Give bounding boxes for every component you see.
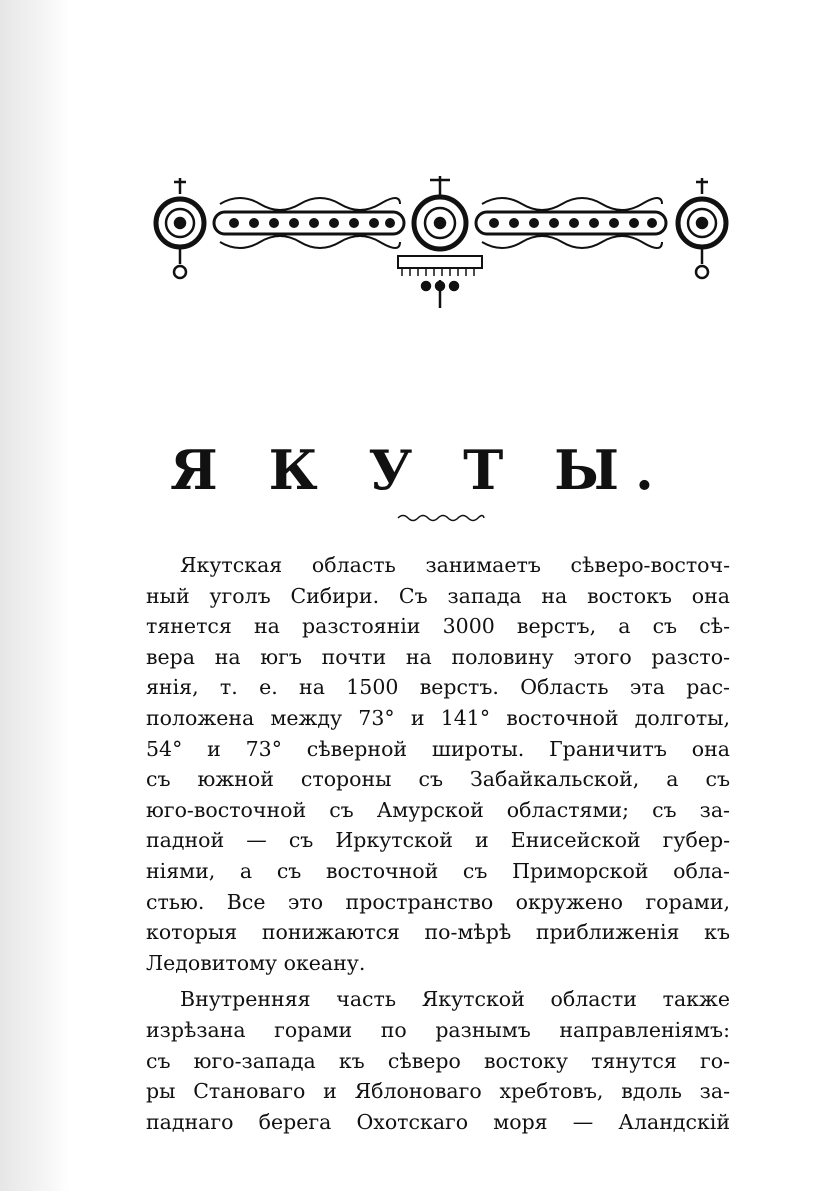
text-line: положена между 73° и 141° восточной долготы,	[146, 705, 730, 730]
ornamental-headpiece	[150, 168, 732, 316]
text-line: 54° и 73° сѣверной широты. Граничитъ она	[146, 736, 730, 761]
paragraph-1	[146, 550, 730, 978]
text-line: паднаго берега Охотскаго моря — Аландскій	[146, 1109, 730, 1134]
text-line: съ южной стороны съ Забайкальской, а съ	[146, 767, 730, 792]
text-line: Внутренняя часть Якутской области также	[180, 987, 730, 1012]
paragraph-2	[146, 984, 730, 1137]
text-line: Ледовитому океану.	[146, 950, 366, 975]
chapter-title: Я К У Т Ы.	[170, 438, 670, 502]
text-line: изрѣзана горами по разнымъ направленіямъ:	[146, 1017, 730, 1042]
text-line: которыя понижаются по-мѣрѣ приближенія къ	[146, 920, 730, 945]
text-line: ры Становаго и Яблоноваго хребтовъ, вдоль за-	[146, 1079, 730, 1104]
text-line: янія, т. е. на 1500 верстъ. Область эта рас-	[146, 675, 730, 700]
text-line: Якутская область занимаетъ сѣверо-восточ-	[180, 553, 730, 577]
text-line: тянется на разстояніи 3000 верстъ, а съ сѣ-	[146, 614, 730, 639]
text-line: съ юго-запада къ сѣверо востоку тянутся го-	[146, 1048, 730, 1073]
text-line: ный уголъ Сибири. Съ запада на востокъ она	[146, 583, 730, 608]
body-text	[146, 550, 730, 1137]
text-line: падной — съ Иркутской и Енисейской губер-	[146, 828, 730, 853]
title-flourish-rule	[396, 512, 486, 524]
text-line: юго-восточной съ Амурской областями; съ за-	[146, 797, 730, 822]
text-line: ніями, а съ восточной съ Приморской обла-	[146, 858, 730, 883]
text-line: вера на югъ почти на половину этого разсто-	[146, 644, 730, 669]
text-line: стью. Все это пространство окружено горами,	[146, 889, 730, 914]
page-edge-shadow	[0, 0, 70, 1191]
